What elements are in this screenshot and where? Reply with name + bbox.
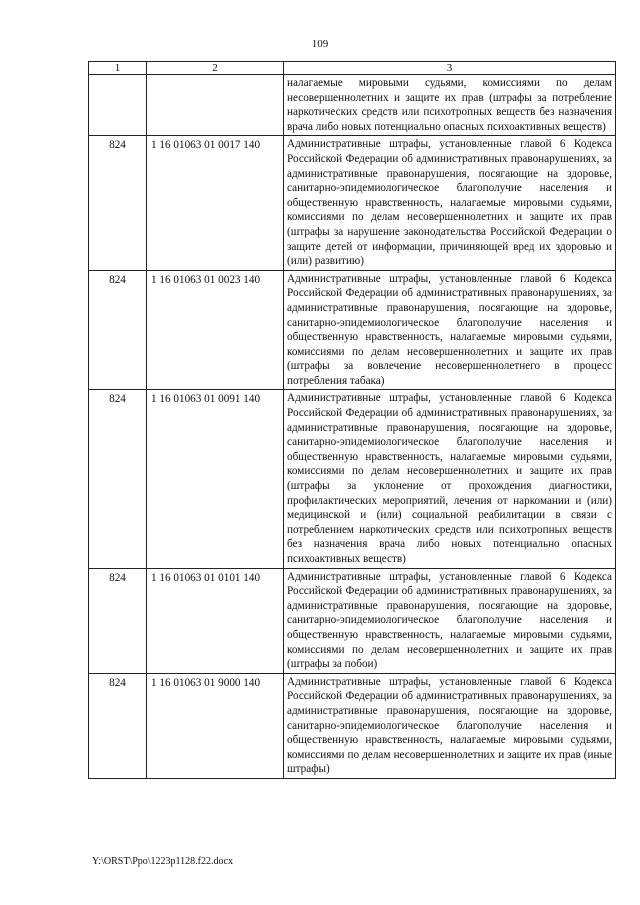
table-header-row [89,62,616,75]
admin-code-cell: 824 [89,390,147,568]
kbk-code-cell: 1 16 01063 01 0091 140 [147,390,284,568]
column-header-2: 2 [147,62,284,75]
column-header-1: 1 [89,62,147,75]
kbk-code-cell: 1 16 01063 01 0017 140 [147,136,284,270]
table-row [89,673,616,778]
description-cell: Административные штрафы, установленные главой 6 Кодекса Российской Федерации об административных правонарушениях, за административные правонарушения, посягающие на здоровье, санитарно-эпидемиологическое благополучие населения и общественную нравственность, налагаемые мировыми судьями, комиссиями по делам несовершеннолетних и защите их прав (штрафы за вовлечение несовершеннолетнего в процесс потребления табака) [284,270,616,390]
table-row [89,390,616,568]
page-number: 109 [311,38,329,50]
description-cell: Административные штрафы, установленные главой 6 Кодекса Российской Федерации об административных правонарушениях, за административные правонарушения, посягающие на здоровье, санитарно-эпидемиологическое благополучие населения и общественную нравственность, налагаемые мировыми судьями, комиссиями по делам несовершеннолетних и защите их прав (штрафы за нарушение законодательства Российской Федерации о защите детей от информации, причиняющей вред их здоровью и (или) развитию) [284,136,616,270]
table-row [89,75,616,136]
description-cell: налагаемые мировыми судьями, комиссиями по делам несовершеннолетних и защите их прав (штрафы за потребление наркотических средств или психотропных веществ без назначения врача либо новых потенциально опасных психоактивных веществ) [284,75,616,136]
description-cell: Административные штрафы, установленные главой 6 Кодекса Российской Федерации об административных правонарушениях, за административные правонарушения, посягающие на здоровье, санитарно-эпидемиологическое благополучие населения и общественную нравственность, налагаемые мировыми судьями, комиссиями по делам несовершеннолетних и защите их прав (штрафы за побои) [284,568,616,673]
table-row [89,136,616,270]
table-row [89,568,616,673]
description-cell: Административные штрафы, установленные главой 6 Кодекса Российской Федерации об административных правонарушениях, за административные правонарушения, посягающие на здоровье, санитарно-эпидемиологическое благополучие населения и общественную нравственность, налагаемые мировыми судьями, комиссиями по делам несовершеннолетних и защите их прав (иные штрафы) [284,673,616,778]
fees-table [88,61,616,779]
table-row [89,270,616,390]
description-cell: Административные штрафы, установленные главой 6 Кодекса Российской Федерации об административных правонарушениях, за административные правонарушения, посягающие на здоровье, санитарно-эпидемиологическое благополучие населения и общественную нравственность, налагаемые мировыми судьями, комиссиями по делам несовершеннолетних и защите их прав (штрафы за уклонение от прохождения диагностики, профилактических мероприятий, лечения от наркомании и (или) медицинской и (или) социальной реабилитации в связи с потреблением наркотических средств или психотропных веществ без назначения врача либо новых потенциально опасных психоактивных веществ) [284,390,616,568]
kbk-code-cell [147,75,284,136]
kbk-code-cell: 1 16 01063 01 0101 140 [147,568,284,673]
admin-code-cell: 824 [89,270,147,390]
admin-code-cell [89,75,147,136]
kbk-code-cell: 1 16 01063 01 0023 140 [147,270,284,390]
column-header-3: 3 [284,62,616,75]
admin-code-cell: 824 [89,136,147,270]
kbk-code-cell: 1 16 01063 01 9000 140 [147,673,284,778]
admin-code-cell: 824 [89,673,147,778]
admin-code-cell: 824 [89,568,147,673]
file-path-footer: Y:\ORST\Ppo\1223p1128.f22.docx [92,856,233,867]
